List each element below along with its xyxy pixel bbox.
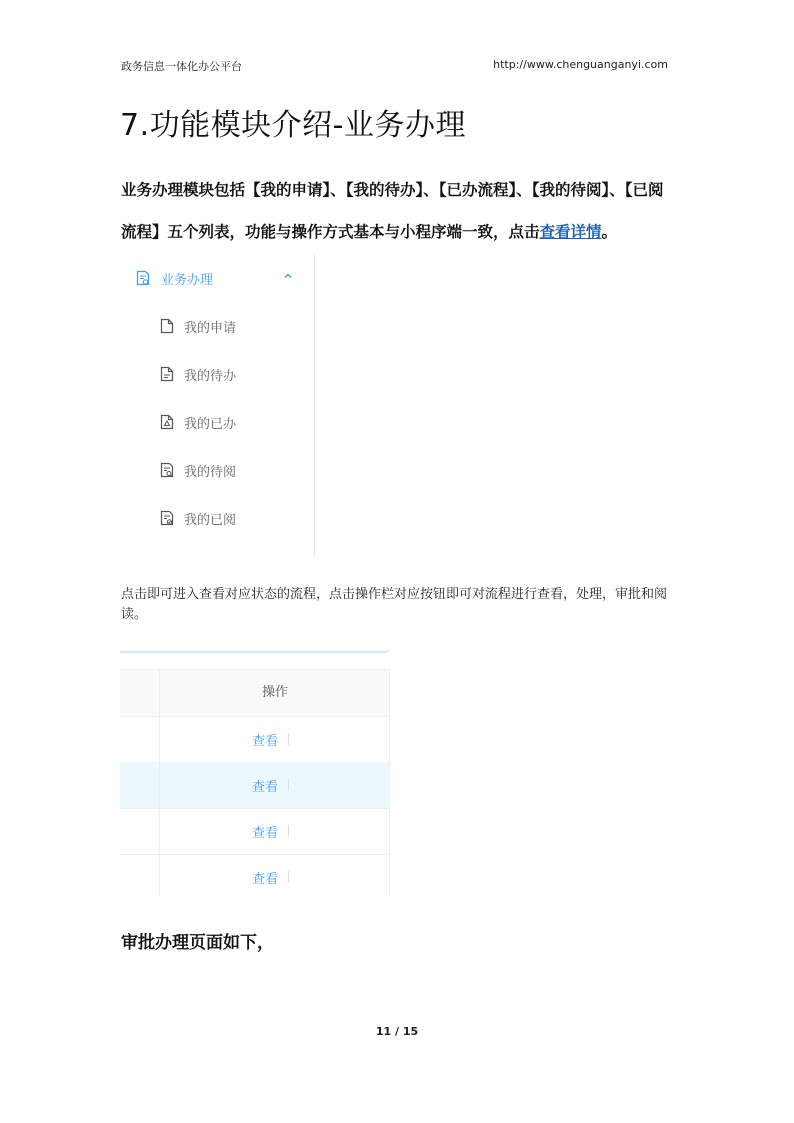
- menu-group-business[interactable]: [121, 254, 314, 302]
- menu-item-my-done[interactable]: [121, 398, 314, 446]
- document-icon: [160, 318, 174, 334]
- table-row: [120, 808, 390, 855]
- document-done-icon: [160, 414, 174, 430]
- menu-item-my-todo[interactable]: [121, 350, 314, 398]
- operation-cell: [159, 854, 390, 895]
- operation-cell: [159, 716, 390, 762]
- menu-item-label: 我的待阅: [184, 465, 237, 480]
- doc-header-url: http://www.chenguanganyi.com: [493, 58, 668, 71]
- table-row-highlighted: [120, 762, 390, 809]
- action-separator: [288, 779, 289, 791]
- menu-item-label: 我的待办: [184, 369, 237, 384]
- table-header: [120, 669, 390, 717]
- operation-cell: [159, 808, 390, 854]
- document-unread-icon: [160, 462, 174, 478]
- page-total: 15: [402, 1025, 419, 1038]
- section-title: 7.功能模块介绍-业务办理: [120, 108, 466, 143]
- menu-item-label: 我的申请: [184, 321, 237, 336]
- view-button[interactable]: 查看: [252, 872, 279, 887]
- business-menu: [121, 254, 315, 558]
- page-separator: /: [394, 1025, 400, 1038]
- intro-line-1: 业务办理模块包括【我的申请】、【我的待办】、【已办流程】、【我的待阅】、【已阅: [121, 181, 664, 199]
- intro-line-2-end: 。: [601, 223, 618, 241]
- column-header-operation: 操作: [159, 670, 390, 716]
- table-top-edge: [120, 645, 390, 653]
- view-button[interactable]: 查看: [252, 826, 279, 841]
- menu-item-label: 我的已办: [184, 417, 237, 432]
- chevron-up-icon[interactable]: [283, 271, 293, 281]
- business-document-icon: [136, 270, 150, 286]
- menu-item-label: 我的已阅: [184, 513, 237, 528]
- page-current: 11: [375, 1025, 392, 1038]
- description-paragraph: 点击即可进入查看对应状态的流程，点击操作栏对应按钮即可对流程进行查看，处理，审批和阅读。: [121, 587, 668, 622]
- closing-heading: 审批办理页面如下，: [121, 933, 274, 953]
- view-button[interactable]: 查看: [252, 780, 279, 795]
- view-details-link[interactable]: 查看详情: [539, 223, 602, 241]
- page-number: [0, 1025, 794, 1038]
- action-separator: [288, 733, 289, 745]
- menu-item-my-read[interactable]: [121, 494, 314, 542]
- intro-line-2: [121, 220, 677, 242]
- document-read-icon: [160, 510, 174, 526]
- document-todo-icon: [160, 366, 174, 382]
- intro-line-2-text: 流程】五个列表，功能与操作方式基本与小程序端一致，点击: [121, 223, 540, 241]
- view-button[interactable]: 查看: [252, 734, 279, 749]
- menu-group-label: 业务办理: [161, 273, 214, 288]
- operation-cell: [159, 762, 390, 808]
- table-row: [120, 854, 390, 895]
- action-separator: [288, 871, 289, 883]
- action-separator: [288, 825, 289, 837]
- operations-table: [120, 645, 390, 895]
- menu-item-my-to-read[interactable]: [121, 446, 314, 494]
- menu-item-my-applications[interactable]: [121, 302, 314, 350]
- doc-header-title: 政务信息一体化办公平台: [121, 60, 242, 73]
- table-right-border: [389, 669, 390, 895]
- table-row: [120, 716, 390, 763]
